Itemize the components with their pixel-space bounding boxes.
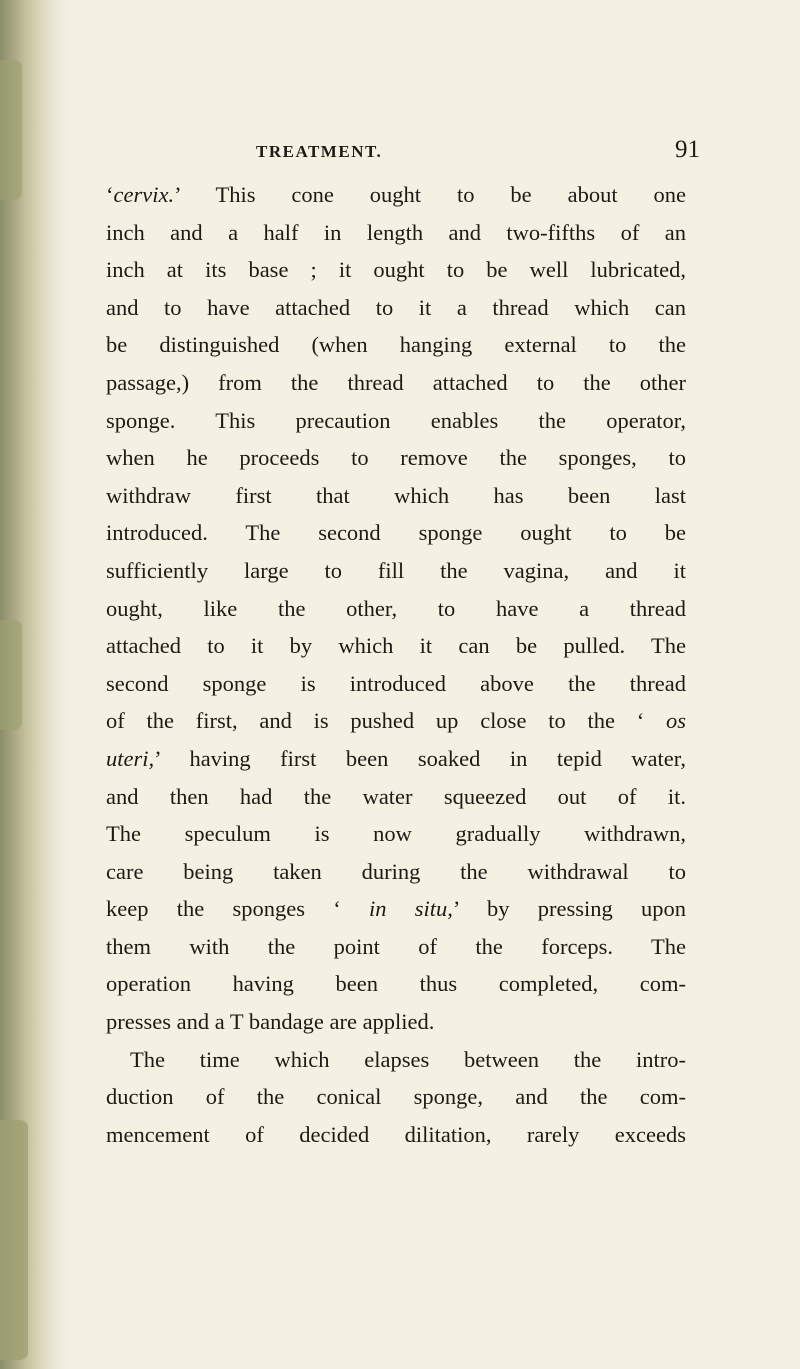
text-line: sufficiently large to fill the vagina, and it [106,557,686,583]
text-line: ‘cervix.’ This cone ought to be about one [106,182,686,207]
body-paragraph [106,176,718,1153]
text-line: attached to it by which it can be pulled. The [106,633,686,659]
book-page [106,130,718,1153]
binding-stain [0,1120,28,1360]
text-line: sponge. This precaution enables the operator, [106,407,686,433]
text-line: care being taken during the withdrawal to [106,858,686,884]
text-line: inch at its base ; it ought to be well lubricated, [106,257,686,283]
text-line: duction of the conical sponge, and the com- [106,1084,686,1110]
text-line: of the first, and is pushed up close to the ‘ os [106,708,686,734]
page-number: 91 [675,136,700,163]
text-line: presses and a T bandage are applied. [106,1009,435,1035]
text-line: keep the sponges ‘ in situ,’ by pressing upon [106,896,687,922]
text-line: ought, like the other, to have a thread [106,595,686,621]
book-spine-shadow [0,0,70,1369]
text-line: inch and a half in length and two-fifths of an [106,219,686,245]
text-line: withdraw first that which has been last [106,482,686,508]
text-line: The speculum is now gradually withdrawn, [106,821,686,847]
text-line: The time which elapses between the intro- [130,1046,686,1072]
chapter-title: TREATMENT. [256,142,383,161]
text-line: introduced. The second sponge ought to be [106,520,686,546]
text-line: uteri,’ having first been soaked in tepid water, [106,745,686,771]
running-head [106,130,718,176]
text-line: be distinguished (when hanging external to the [106,332,686,358]
text-line: passage,) from the thread attached to the other [106,369,686,395]
text-line: and to have attached to it a thread which can [106,294,686,320]
binding-stain [0,620,22,730]
text-line: when he proceeds to remove the sponges, to [106,445,686,471]
text-line: mencement of decided dilitation, rarely exceeds [106,1121,686,1147]
text-line: second sponge is introduced above the thread [106,670,686,696]
text-line: them with the point of the forceps. The [106,933,686,959]
text-line: and then had the water squeezed out of it. [106,783,686,809]
text-line: operation having been thus completed, com- [106,971,686,997]
binding-stain [0,60,22,200]
